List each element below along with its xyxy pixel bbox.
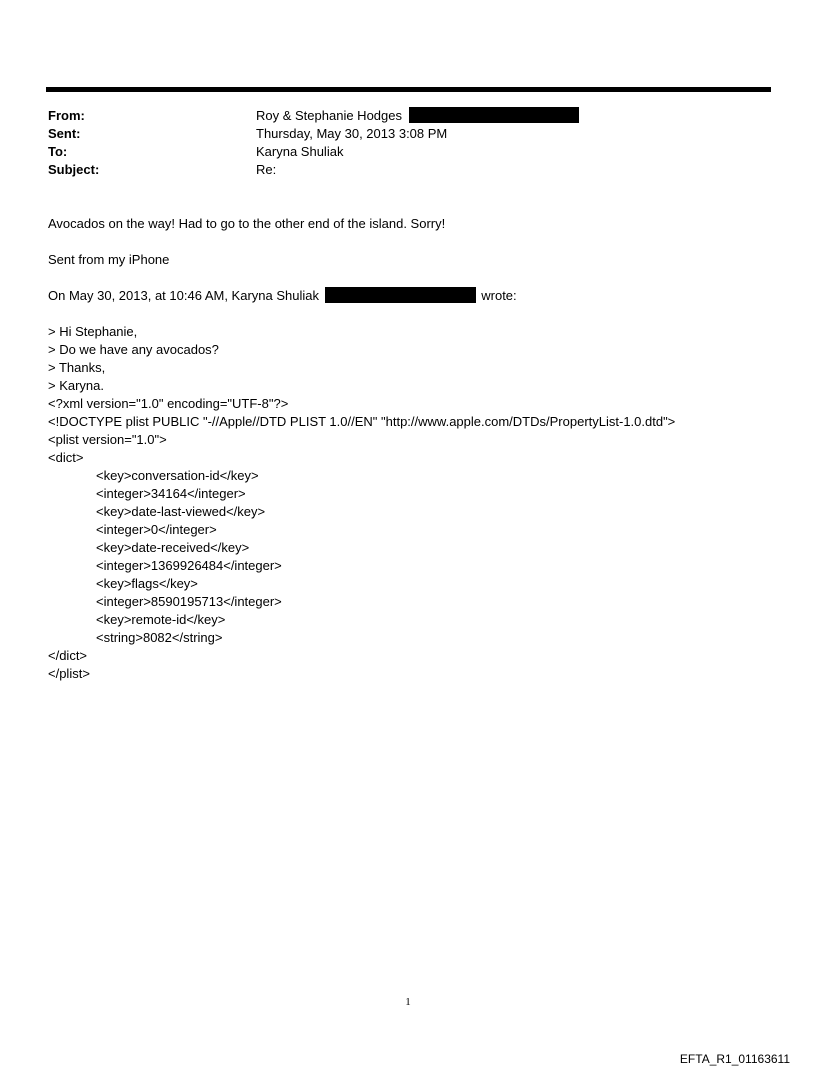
- quoted-line: > Hi Stephanie,: [48, 324, 138, 339]
- xml-line: <!DOCTYPE plist PUBLIC "-//Apple//DTD PLIST 1.0//EN" "http://www.apple.com/DTDs/PropertyList-1.0.dtd">: [48, 414, 676, 429]
- attribution-wrote: wrote:: [481, 288, 517, 303]
- xml-line: <key>remote-id</key>: [96, 612, 226, 627]
- to-label: To:: [48, 144, 68, 159]
- to-value: Karyna Shuliak: [256, 144, 344, 159]
- xml-line: <key>date-received</key>: [96, 540, 250, 555]
- from-label: From:: [48, 108, 85, 123]
- xml-line: <string>8082</string>: [96, 630, 223, 645]
- redaction-block: [409, 107, 579, 123]
- subject-value: Re:: [256, 162, 277, 177]
- xml-line: <integer>1369926484</integer>: [96, 558, 282, 573]
- subject-label: Subject:: [48, 162, 100, 177]
- document-id: EFTA_R1_01163611: [679, 1052, 790, 1066]
- xml-line: </plist>: [48, 666, 90, 681]
- quoted-line: > Do we have any avocados?: [48, 342, 219, 357]
- sent-value: Thursday, May 30, 2013 3:08 PM: [256, 126, 448, 141]
- quoted-line: > Thanks,: [48, 360, 106, 375]
- attribution-text: On May 30, 2013, at 10:46 AM, Karyna Shuliak: [48, 288, 319, 303]
- reply-attribution: [48, 287, 517, 305]
- redaction-block: [325, 287, 476, 303]
- quoted-line: > Karyna.: [48, 378, 105, 393]
- xml-line: <plist version="1.0">: [48, 432, 167, 447]
- message-line: Avocados on the way! Had to go to the other end of the island. Sorry!: [48, 216, 446, 231]
- header-rule: [46, 87, 771, 92]
- sent-label: Sent:: [48, 126, 81, 141]
- from-name: Roy & Stephanie Hodges: [256, 108, 402, 123]
- xml-line: <?xml version="1.0" encoding="UTF-8"?>: [48, 396, 289, 411]
- xml-line: <key>flags</key>: [96, 576, 198, 591]
- xml-line: <integer>0</integer>: [96, 522, 217, 537]
- xml-line: <integer>8590195713</integer>: [96, 594, 282, 609]
- from-value: [256, 107, 579, 125]
- xml-line: </dict>: [48, 648, 88, 663]
- page-number: 1: [405, 996, 411, 1008]
- xml-line: <dict>: [48, 450, 84, 465]
- xml-line: <key>date-last-viewed</key>: [96, 504, 266, 519]
- xml-line: <key>conversation-id</key>: [96, 468, 259, 483]
- xml-line: <integer>34164</integer>: [96, 486, 246, 501]
- signature-line: Sent from my iPhone: [48, 252, 170, 267]
